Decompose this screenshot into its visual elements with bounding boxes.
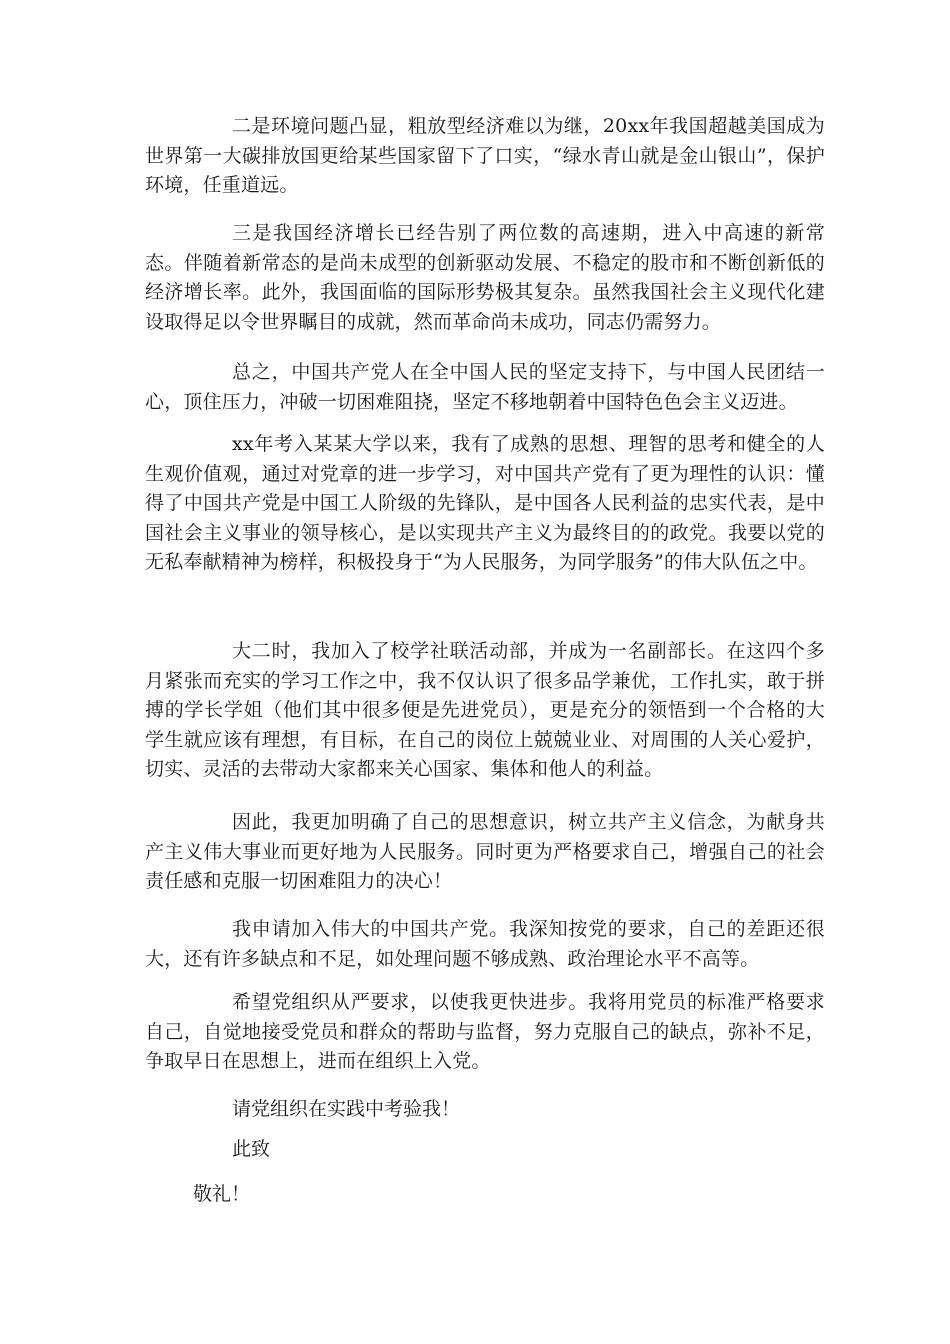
paragraph-therefore: 因此，我更加明确了自己的思想意识，树立共产主义信念，为献身共产主义伟大事业而更好地为人民服务。同时更为严格要求自己，增强自己的社会责任感和克服一切困难阻力的决心！ xyxy=(145,811,825,892)
salutation-jingli: 敬礼！ xyxy=(193,1183,251,1205)
paragraph-university: xx年考入某某大学以来，我有了成熟的思想、理智的思考和健全的人生观价值观，通过对党章的进一步学习，对中国共产党有了更为理性的认识：懂得了中国共产党是中国工人阶级的先锋队，是中国各人民利益的忠实代表，是中国社会主义事业的领导核心，是以实现共产主义为最终目的的政党。我要以党的无私奉献精神为榜样，积极投身于“为人民服务，为同学服务”的伟大队伍之中。 xyxy=(145,433,825,573)
paragraph-hope: 希望党组织从严要求，以使我更快进步。我将用党员的标准严格要求自己，自觉地接受党员和群众的帮助与监督，努力克服自己的缺点，弥补不足，争取早日在思想上，进而在组织上入党。 xyxy=(145,991,825,1072)
salutation-cizhi: 此致 xyxy=(232,1138,271,1160)
request-line: 请党组织在实践中考验我！ xyxy=(232,1098,461,1120)
paragraph-economy: 三是我国经济增长已经告别了两位数的高速期，进入中高速的新常态。伴随着新常态的是尚未成型的创新驱动发展、不稳定的股市和不断创新低的经济增长率。此外，我国面临的国际形势极其复杂。虽然我国社会主义现代化建设取得足以令世界瞩目的成就，然而革命尚未成功，同志仍需努力。 xyxy=(145,222,825,333)
paragraph-application: 我申请加入伟大的中国共产党。我深知按党的要求，自己的差距还很大，还有许多缺点和不足，如处理问题不够成熟、政治理论水平不高等。 xyxy=(145,918,825,970)
paragraph-conclusion: 总之，中国共产党人在全中国人民的坚定支持下，与中国人民团结一心，顶住压力，冲破一切困难阻挠，坚定不移地朝着中国特色色会主义迈进。 xyxy=(145,361,825,413)
paragraph-sophomore: 大二时，我加入了校学社联活动部，并成为一名副部长。在这四个多月紧张而充实的学习工作之中，我不仅认识了很多品学兼优，工作扎实，敢于拼搏的学长学姐（他们其中很多便是先进党员），更是充分的领悟到一个合格的大学生就应该有理想，有目标，在自己的岗位上兢兢业业、对周围的人关心爱护，切实、灵活的去带动大家都来关心国家、集体和他人的利益。 xyxy=(145,640,825,780)
paragraph-environment: 二是环境问题凸显，粗放型经济难以为继，20xx年我国超越美国成为世界第一大碳排放国更给某些国家留下了口实，“绿水青山就是金山银山”，保护环境，任重道远。 xyxy=(145,115,825,196)
